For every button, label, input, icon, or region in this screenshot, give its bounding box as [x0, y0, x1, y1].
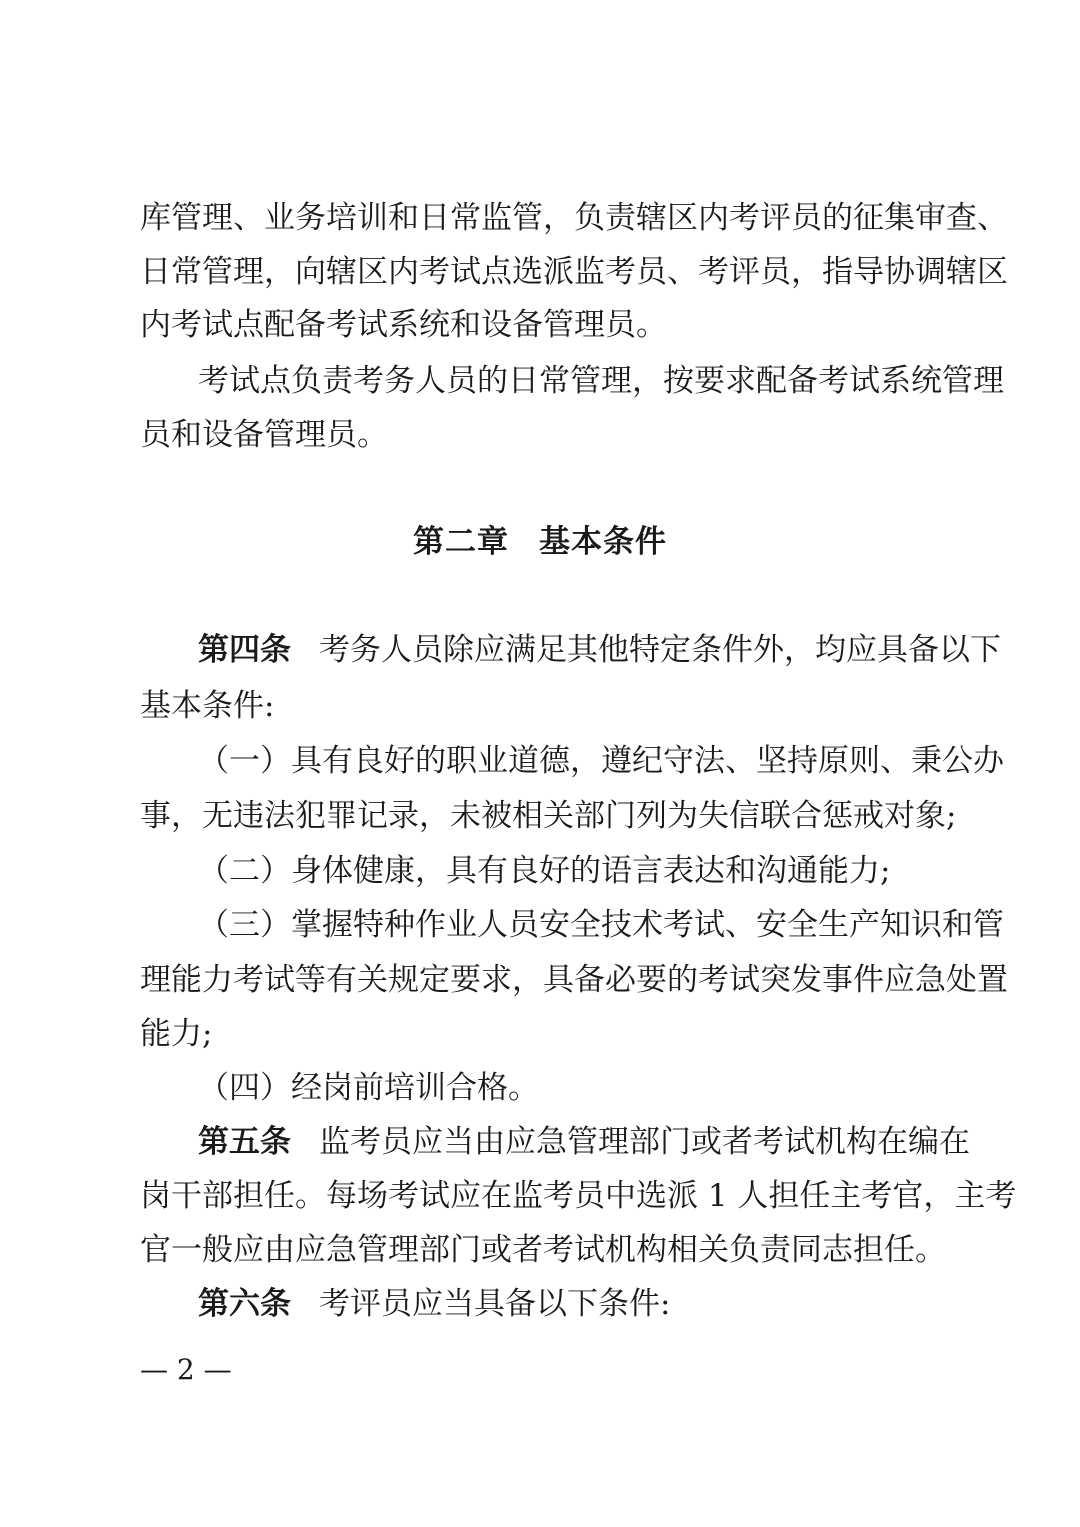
paragraph-line: 日常管理，向辖区内考试点选派监考员、考评员，指导协调辖区: [140, 254, 1008, 290]
page-number: — 2 —: [140, 1353, 232, 1386]
article-5-label: 第五条: [198, 1124, 291, 1160]
item-2-line: （二）身体健康，具有良好的语言表达和沟通能力;: [198, 853, 891, 889]
article-6-text: 考评员应当具备以下条件:: [319, 1286, 671, 1322]
article-4-label: 第四条: [198, 632, 291, 668]
article-4-first-line: [198, 630, 1001, 670]
paragraph-line: 岗干部担任。每场考试应在监考员中选派 1 人担任主考官，主考: [140, 1178, 1017, 1214]
paragraph-line: 库管理、业务培训和日常监管，负责辖区内考评员的征集审查、: [140, 200, 1008, 236]
paragraph-line: 官一般应由应急管理部门或者考试机构相关负责同志担任。: [140, 1232, 946, 1268]
paragraph-line: 考试点负责考务人员的日常管理，按要求配备考试系统管理: [198, 363, 1004, 399]
paragraph-line: 员和设备管理员。: [140, 417, 388, 453]
item-1-line: 事，无违法犯罪记录，未被相关部门列为失信联合惩戒对象;: [140, 798, 957, 834]
item-1-line: （一）具有良好的职业道德，遵纪守法、坚持原则、秉公办: [198, 743, 1004, 779]
article-6-label: 第六条: [198, 1286, 291, 1322]
paragraph-line: 基本条件:: [140, 688, 275, 724]
item-3-line: 理能力考试等有关规定要求，具备必要的考试突发事件应急处置: [140, 962, 1008, 998]
item-3-line: （三）掌握特种作业人员安全技术考试、安全生产知识和管: [198, 907, 1004, 943]
article-6-first-line: [198, 1284, 942, 1324]
article-5-text: 监考员应当由应急管理部门或者考试机构在编在: [319, 1124, 970, 1160]
chapter-heading: [0, 522, 1080, 562]
article-5-first-line: [198, 1122, 970, 1162]
paragraph-line: 内考试点配备考试系统和设备管理员。: [140, 307, 667, 343]
article-4-text: 考务人员除应满足其他特定条件外，均应具备以下: [319, 632, 1001, 668]
item-3-line: 能力;: [140, 1016, 213, 1052]
chapter-number: 第二章: [413, 524, 509, 560]
item-4-line: （四）经岗前培训合格。: [198, 1070, 539, 1106]
chapter-title: 基本条件: [539, 524, 667, 560]
